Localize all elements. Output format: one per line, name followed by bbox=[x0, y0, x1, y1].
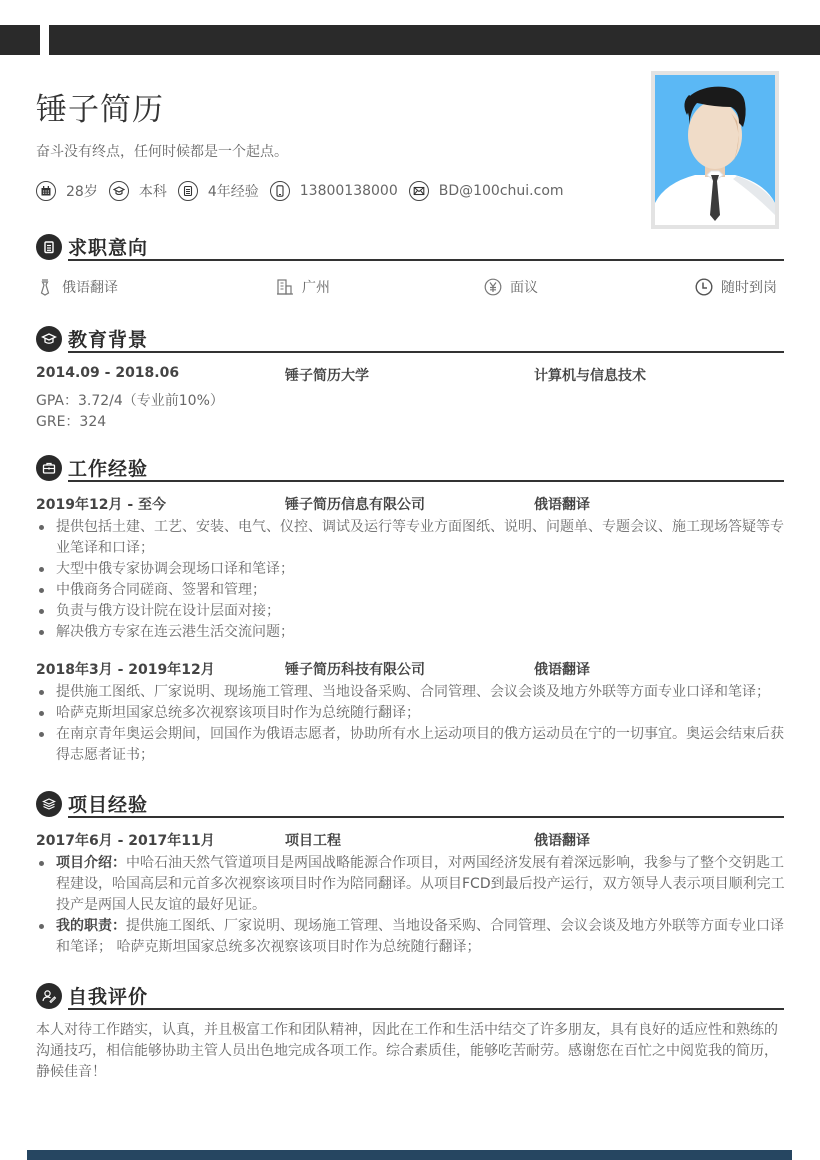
bullet-text: 中哈石油天然气管道项目是两国战略能源合作项目，对两国经济发展有着深远影响，我参与了整个交钥匙工程建设，哈国高层和元首多次视察该项目时作为陪同翻译。从项目FCD到最后投产运行，双方领导人表示项目顺利完工投产是两国人民友谊的最好见证。 bbox=[56, 855, 785, 913]
project-period: 2017年6月 - 2017年11月 bbox=[36, 833, 215, 849]
info-email-label: BD@100chui.com bbox=[438, 183, 564, 199]
info-phone bbox=[270, 181, 398, 201]
bullet-text: 提供施工图纸、厂家说明、现场施工管理、当地设备采购、合同管理、会议会谈及地方外联等方面专业口译和笔译； 哈萨克斯坦国家总统多次视察该项目时作为总统随行翻译； bbox=[56, 918, 784, 955]
work-company: 锤子简历科技有限公司 bbox=[285, 662, 425, 678]
intent-city-label: 广州 bbox=[302, 280, 330, 296]
section-intent-header bbox=[36, 230, 784, 262]
top-bar-accent bbox=[0, 25, 40, 55]
divider bbox=[68, 1008, 784, 1010]
briefcase-icon bbox=[36, 455, 62, 481]
intent-position-label: 俄语翻译 bbox=[62, 280, 118, 296]
project-name: 项目工程 bbox=[285, 833, 341, 849]
list-item: 负责与俄方设计院在设计层面对接； bbox=[36, 601, 786, 622]
work-entry-1-header bbox=[36, 494, 784, 514]
avatar bbox=[655, 75, 775, 225]
info-degree bbox=[109, 181, 167, 201]
section-project-header bbox=[36, 787, 784, 819]
info-email bbox=[409, 181, 564, 201]
calendar-icon bbox=[36, 181, 56, 201]
intent-position bbox=[36, 277, 118, 297]
info-experience-label: 4年经验 bbox=[207, 184, 259, 200]
building-icon bbox=[276, 278, 294, 296]
list-item: 哈萨克斯坦国家总统多次视察该项目时作为总统随行翻译； bbox=[36, 703, 786, 724]
divider bbox=[68, 351, 784, 353]
top-bar bbox=[49, 25, 820, 55]
self-evaluation-text: 本人对待工作踏实，认真，并且极富工作和团队精神，因此在工作和生活中结交了许多朋友，具有良好的适应性和熟练的沟通技巧，相信能够协助主管人员出色地完成各项工作。综合素质佳，能够吃苦耐劳。感谢您在百忙之中阅览我的简历，静候佳音！ bbox=[36, 1022, 778, 1080]
phone-icon bbox=[270, 181, 290, 201]
project-role: 俄语翻译 bbox=[534, 833, 590, 849]
section-education-title: 教育背景 bbox=[68, 329, 149, 351]
list-item bbox=[36, 853, 786, 916]
list-item: 大型中俄专家协调会现场口译和笔译； bbox=[36, 559, 786, 580]
info-phone-label: 13800138000 bbox=[299, 183, 398, 199]
profile-photo bbox=[651, 71, 779, 229]
section-self-title: 自我评价 bbox=[68, 986, 149, 1008]
info-age-label: 28岁 bbox=[66, 184, 98, 200]
work-role: 俄语翻译 bbox=[534, 662, 590, 678]
user-edit-icon bbox=[36, 983, 62, 1009]
intent-salary-label: 面议 bbox=[510, 280, 538, 296]
clock-icon bbox=[695, 278, 713, 296]
work-entry-2-bullets bbox=[36, 682, 786, 766]
education-major: 计算机与信息技术 bbox=[534, 368, 646, 384]
tie-icon bbox=[36, 278, 54, 296]
list-item: 在南京青年奥运会期间，回国作为俄语志愿者，协助所有水上运动项目的俄方运动员在宁的一切事宜。奥运会结束后获得志愿者证书； bbox=[36, 724, 786, 766]
section-self-header bbox=[36, 979, 784, 1011]
bullet-label: 项目介绍： bbox=[56, 855, 126, 871]
graduation-icon bbox=[109, 181, 129, 201]
intent-salary bbox=[484, 277, 538, 297]
divider bbox=[68, 816, 784, 818]
education-gre: GRE：324 bbox=[36, 414, 107, 430]
resume-name: 锤子简历 bbox=[36, 92, 164, 128]
intent-city bbox=[276, 277, 330, 297]
section-work-title: 工作经验 bbox=[68, 458, 149, 480]
list-item: 提供施工图纸、厂家说明、现场施工管理、当地设备采购、合同管理、会议会谈及地方外联等方面专业口译和笔译； bbox=[36, 682, 786, 703]
bottom-bar bbox=[27, 1150, 792, 1160]
yen-icon bbox=[484, 278, 502, 296]
work-period: 2018年3月 - 2019年12月 bbox=[36, 662, 215, 678]
divider bbox=[68, 259, 784, 261]
project-bullets bbox=[36, 853, 786, 958]
list-item: 解决俄方专家在连云港生活交流问题； bbox=[36, 622, 786, 643]
work-role: 俄语翻译 bbox=[534, 497, 590, 513]
education-entry-header bbox=[36, 365, 784, 385]
clipboard-icon bbox=[178, 181, 198, 201]
education-period: 2014.09 - 2018.06 bbox=[36, 365, 180, 381]
section-work-header bbox=[36, 451, 784, 483]
info-degree-label: 本科 bbox=[138, 184, 167, 200]
layers-icon bbox=[36, 791, 62, 817]
list-item: 中俄商务合同磋商、签署和管理； bbox=[36, 580, 786, 601]
education-school: 锤子简历大学 bbox=[285, 368, 369, 384]
work-entry-1-bullets bbox=[36, 517, 786, 643]
project-entry-header bbox=[36, 830, 784, 850]
intent-availability bbox=[695, 277, 777, 297]
work-company: 锤子简历信息有限公司 bbox=[285, 497, 425, 513]
bullet-label: 我的职责： bbox=[56, 918, 126, 934]
section-intent-title: 求职意向 bbox=[68, 237, 149, 259]
motto: 奋斗没有终点，任何时候都是一个起点。 bbox=[36, 144, 288, 160]
section-education-header bbox=[36, 322, 784, 354]
section-project-title: 项目经验 bbox=[68, 794, 149, 816]
work-entry-2-header bbox=[36, 659, 784, 679]
divider bbox=[68, 480, 784, 482]
graduation-cap-icon bbox=[36, 326, 62, 352]
list-item: 提供包括土建、工艺、安装、电气、仪控、调试及运行等专业方面图纸、说明、问题单、专题会议、施工现场答疑等专业笔译和口译； bbox=[36, 517, 786, 559]
info-experience bbox=[178, 181, 259, 201]
clipboard-icon bbox=[36, 234, 62, 260]
basic-info-row bbox=[36, 181, 575, 201]
intent-availability-label: 随时到岗 bbox=[721, 280, 777, 296]
list-item bbox=[36, 916, 786, 958]
mail-icon bbox=[409, 181, 429, 201]
education-gpa: GPA：3.72/4（专业前10%） bbox=[36, 393, 224, 409]
job-intent-row bbox=[36, 277, 784, 297]
work-period: 2019年12月 - 至今 bbox=[36, 497, 167, 513]
info-age bbox=[36, 181, 98, 201]
